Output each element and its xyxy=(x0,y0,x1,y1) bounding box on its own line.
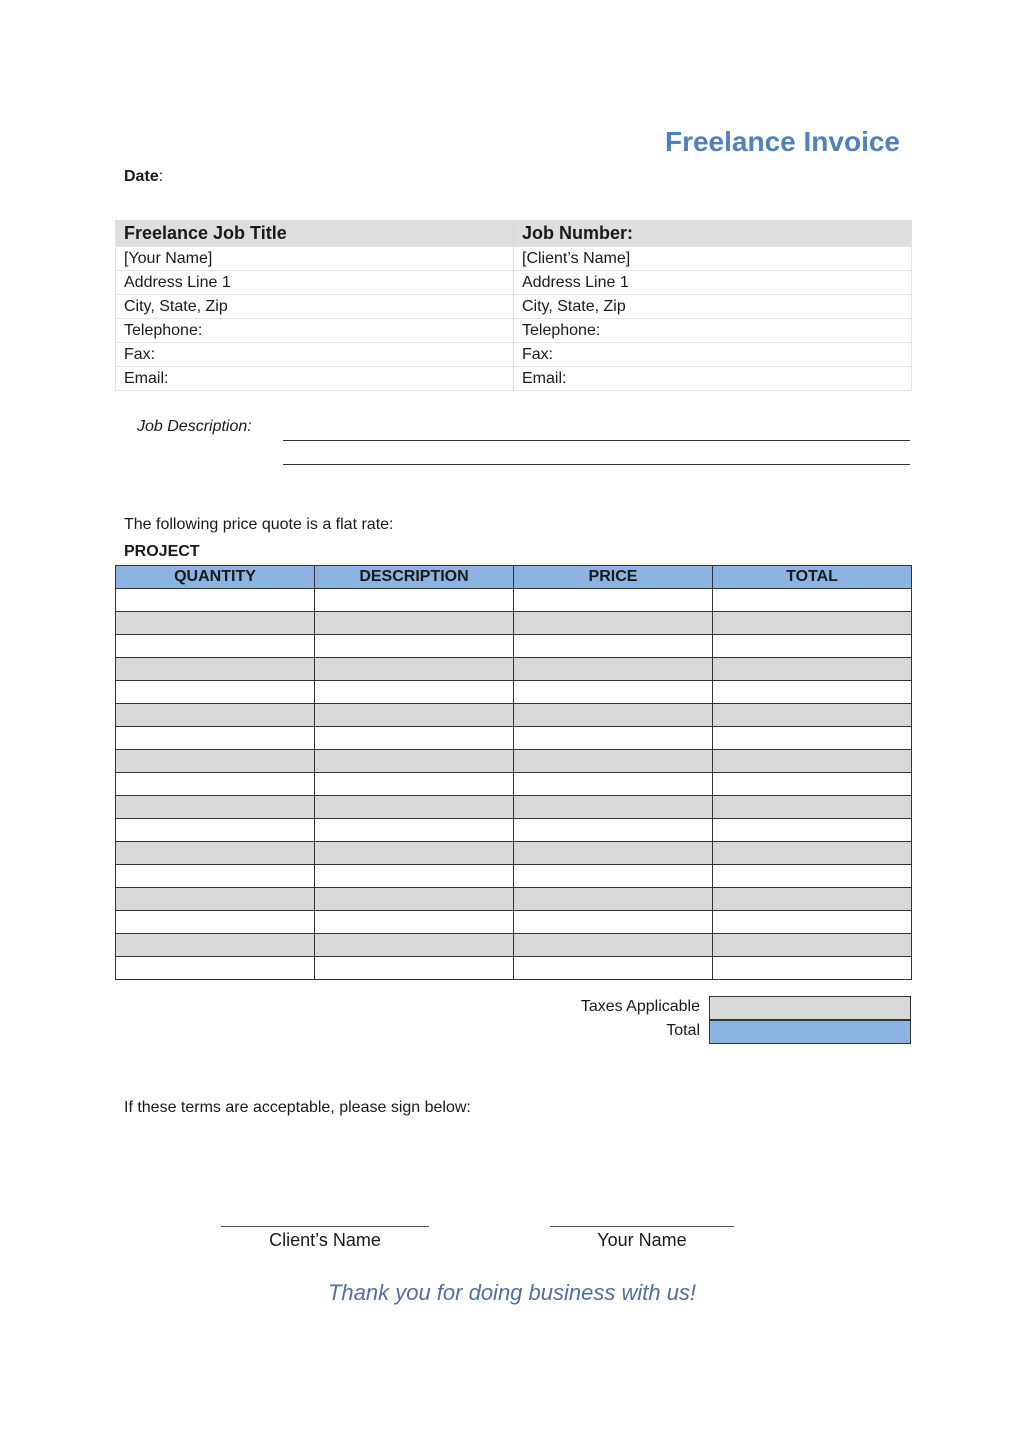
item-row xyxy=(116,750,912,773)
your-email-cell: Email: xyxy=(116,367,514,391)
your-fax-cell: Fax: xyxy=(116,343,514,367)
job-number-header: Job Number: xyxy=(514,220,912,247)
quantity-cell[interactable] xyxy=(116,704,315,727)
quantity-cell[interactable] xyxy=(116,957,315,980)
description-cell[interactable] xyxy=(315,635,514,658)
price-cell[interactable] xyxy=(514,842,713,865)
description-cell[interactable] xyxy=(315,589,514,612)
total-cell[interactable] xyxy=(713,842,912,865)
description-cell[interactable] xyxy=(315,658,514,681)
description-cell[interactable] xyxy=(315,819,514,842)
item-row xyxy=(116,888,912,911)
price-cell[interactable] xyxy=(514,796,713,819)
client-fax-cell: Fax: xyxy=(514,343,912,367)
total-cell[interactable] xyxy=(713,612,912,635)
info-row xyxy=(116,343,912,367)
item-row xyxy=(116,865,912,888)
item-row xyxy=(116,796,912,819)
price-cell[interactable] xyxy=(514,957,713,980)
description-cell[interactable] xyxy=(315,704,514,727)
invoice-title: Freelance Invoice xyxy=(664,126,900,157)
quantity-cell[interactable] xyxy=(116,773,315,796)
quantity-cell[interactable] xyxy=(116,934,315,957)
client-name-cell: [Client’s Name] xyxy=(514,247,912,271)
contact-info-table xyxy=(115,220,912,391)
info-header-row xyxy=(116,220,912,247)
total-cell[interactable] xyxy=(713,911,912,934)
price-cell[interactable] xyxy=(514,681,713,704)
item-row xyxy=(116,911,912,934)
total-column-header: TOTAL xyxy=(713,566,912,589)
price-cell[interactable] xyxy=(514,888,713,911)
date-colon: : xyxy=(158,168,164,185)
quantity-cell[interactable] xyxy=(116,727,315,750)
description-cell[interactable] xyxy=(315,865,514,888)
description-cell[interactable] xyxy=(315,934,514,957)
quantity-cell[interactable] xyxy=(116,819,315,842)
quantity-cell[interactable] xyxy=(116,589,315,612)
project-label: PROJECT xyxy=(124,543,200,560)
total-cell[interactable] xyxy=(713,957,912,980)
items-body xyxy=(116,589,912,980)
thank-you-message: Thank you for doing business with us! xyxy=(327,1280,697,1305)
price-cell[interactable] xyxy=(514,612,713,635)
total-cell[interactable] xyxy=(713,819,912,842)
taxes-field[interactable] xyxy=(709,996,911,1020)
quantity-column-header: QUANTITY xyxy=(116,566,315,589)
your-name-cell: [Your Name] xyxy=(116,247,514,271)
total-cell[interactable] xyxy=(713,589,912,612)
description-cell[interactable] xyxy=(315,750,514,773)
total-cell[interactable] xyxy=(713,750,912,773)
quantity-cell[interactable] xyxy=(116,865,315,888)
your-address-cell: Address Line 1 xyxy=(116,271,514,295)
item-row xyxy=(116,819,912,842)
date-field xyxy=(124,168,163,186)
total-cell[interactable] xyxy=(713,934,912,957)
description-cell[interactable] xyxy=(315,957,514,980)
quantity-cell[interactable] xyxy=(116,681,315,704)
your-city-cell: City, State, Zip xyxy=(116,295,514,319)
client-signature-label: Client’s Name xyxy=(269,1230,381,1250)
client-address-cell: Address Line 1 xyxy=(514,271,912,295)
signature-prompt: If these terms are acceptable, please sign below: xyxy=(124,1099,471,1116)
price-cell[interactable] xyxy=(514,589,713,612)
price-cell[interactable] xyxy=(514,658,713,681)
info-row xyxy=(116,247,912,271)
description-cell[interactable] xyxy=(315,612,514,635)
description-cell[interactable] xyxy=(315,727,514,750)
quantity-cell[interactable] xyxy=(116,612,315,635)
price-cell[interactable] xyxy=(514,865,713,888)
total-cell[interactable] xyxy=(713,681,912,704)
description-cell[interactable] xyxy=(315,911,514,934)
item-row xyxy=(116,773,912,796)
item-row xyxy=(116,727,912,750)
description-cell[interactable] xyxy=(315,681,514,704)
total-label: Total xyxy=(666,1022,700,1039)
job-description-label: Job Description: xyxy=(137,418,252,435)
price-cell[interactable] xyxy=(514,934,713,957)
info-row xyxy=(116,319,912,343)
quantity-cell[interactable] xyxy=(116,658,315,681)
your-signature-line[interactable] xyxy=(550,1226,734,1227)
total-cell[interactable] xyxy=(713,658,912,681)
items-header-row xyxy=(116,566,912,589)
client-city-cell: City, State, Zip xyxy=(514,295,912,319)
quantity-cell[interactable] xyxy=(116,635,315,658)
quantity-cell[interactable] xyxy=(116,911,315,934)
item-row xyxy=(116,842,912,865)
item-row xyxy=(116,681,912,704)
total-cell[interactable] xyxy=(713,865,912,888)
date-label: Date xyxy=(124,168,159,185)
description-cell[interactable] xyxy=(315,796,514,819)
client-telephone-cell: Telephone: xyxy=(514,319,912,343)
quantity-cell[interactable] xyxy=(116,750,315,773)
job-description-line-2[interactable] xyxy=(283,464,910,465)
total-field[interactable] xyxy=(709,1020,911,1044)
price-cell[interactable] xyxy=(514,819,713,842)
quantity-cell[interactable] xyxy=(116,842,315,865)
item-row xyxy=(116,957,912,980)
item-row xyxy=(116,704,912,727)
price-cell[interactable] xyxy=(514,727,713,750)
info-row xyxy=(116,271,912,295)
total-cell[interactable] xyxy=(713,796,912,819)
price-cell[interactable] xyxy=(514,911,713,934)
client-email-cell: Email: xyxy=(514,367,912,391)
description-cell[interactable] xyxy=(315,842,514,865)
job-description-line-1[interactable] xyxy=(283,440,910,441)
item-row xyxy=(116,612,912,635)
item-row xyxy=(116,589,912,612)
quantity-cell[interactable] xyxy=(116,796,315,819)
flat-rate-text: The following price quote is a flat rate: xyxy=(124,516,394,533)
price-cell[interactable] xyxy=(514,704,713,727)
description-cell[interactable] xyxy=(315,773,514,796)
total-cell[interactable] xyxy=(713,635,912,658)
price-cell[interactable] xyxy=(514,635,713,658)
job-title-header: Freelance Job Title xyxy=(116,220,514,247)
taxes-label: Taxes Applicable xyxy=(580,998,700,1015)
description-cell[interactable] xyxy=(315,888,514,911)
your-telephone-cell: Telephone: xyxy=(116,319,514,343)
item-row xyxy=(116,658,912,681)
total-cell[interactable] xyxy=(713,888,912,911)
client-signature-line[interactable] xyxy=(221,1226,429,1227)
total-cell[interactable] xyxy=(713,773,912,796)
price-cell[interactable] xyxy=(514,773,713,796)
description-column-header: DESCRIPTION xyxy=(315,566,514,589)
info-row xyxy=(116,367,912,391)
total-cell[interactable] xyxy=(713,704,912,727)
quantity-cell[interactable] xyxy=(116,888,315,911)
line-items-table xyxy=(115,565,912,980)
price-column-header: PRICE xyxy=(514,566,713,589)
price-cell[interactable] xyxy=(514,750,713,773)
your-signature-label: Your Name xyxy=(597,1230,687,1250)
total-cell[interactable] xyxy=(713,727,912,750)
item-row xyxy=(116,635,912,658)
item-row xyxy=(116,934,912,957)
info-row xyxy=(116,295,912,319)
